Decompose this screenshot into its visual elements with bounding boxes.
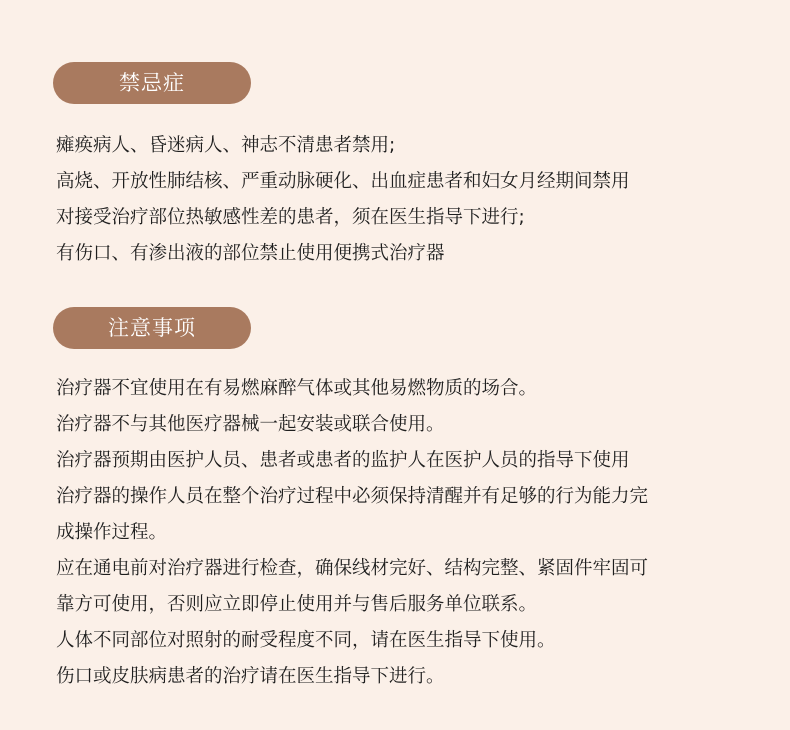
precaution-line: 治疗器不与其他医疗器械一起安装或联合使用。 xyxy=(56,414,445,435)
contraindication-line: 瘫痪病人、昏迷病人、神志不清患者禁用; xyxy=(56,135,396,156)
contraindication-line: 对接受治疗部位热敏感性差的患者，须在医生指导下进行; xyxy=(56,207,525,228)
contraindication-line: 高烧、开放性肺结核、严重动脉硬化、出血症患者和妇女月经期间禁用 xyxy=(56,171,630,192)
contraindications-list xyxy=(56,128,776,272)
precautions-list xyxy=(56,371,776,695)
precaution-line: 治疗器的操作人员在整个治疗过程中必须保持清醒并有足够的行为能力完 xyxy=(56,486,649,507)
precaution-line: 治疗器预期由医护人员、患者或患者的监护人在医护人员的指导下使用 xyxy=(56,450,630,471)
precaution-line: 应在通电前对治疗器进行检查，确保线材完好、结构完整、紧固件牢固可 xyxy=(56,558,649,579)
precaution-line: 伤口或皮肤病患者的治疗请在医生指导下进行。 xyxy=(56,666,445,687)
precaution-line: 靠方可使用，否则应立即停止使用并与售后服务单位联系。 xyxy=(56,594,538,615)
precautions-heading: 注意事项 xyxy=(53,307,251,349)
contraindications-heading: 禁忌症 xyxy=(53,62,251,104)
precaution-line: 人体不同部位对照射的耐受程度不同，请在医生指导下使用。 xyxy=(56,630,556,651)
precaution-line: 成操作过程。 xyxy=(56,522,168,543)
precaution-line: 治疗器不宜使用在有易燃麻醉气体或其他易燃物质的场合。 xyxy=(56,378,538,399)
contraindication-line: 有伤口、有渗出液的部位禁止使用便携式治疗器 xyxy=(56,243,445,264)
